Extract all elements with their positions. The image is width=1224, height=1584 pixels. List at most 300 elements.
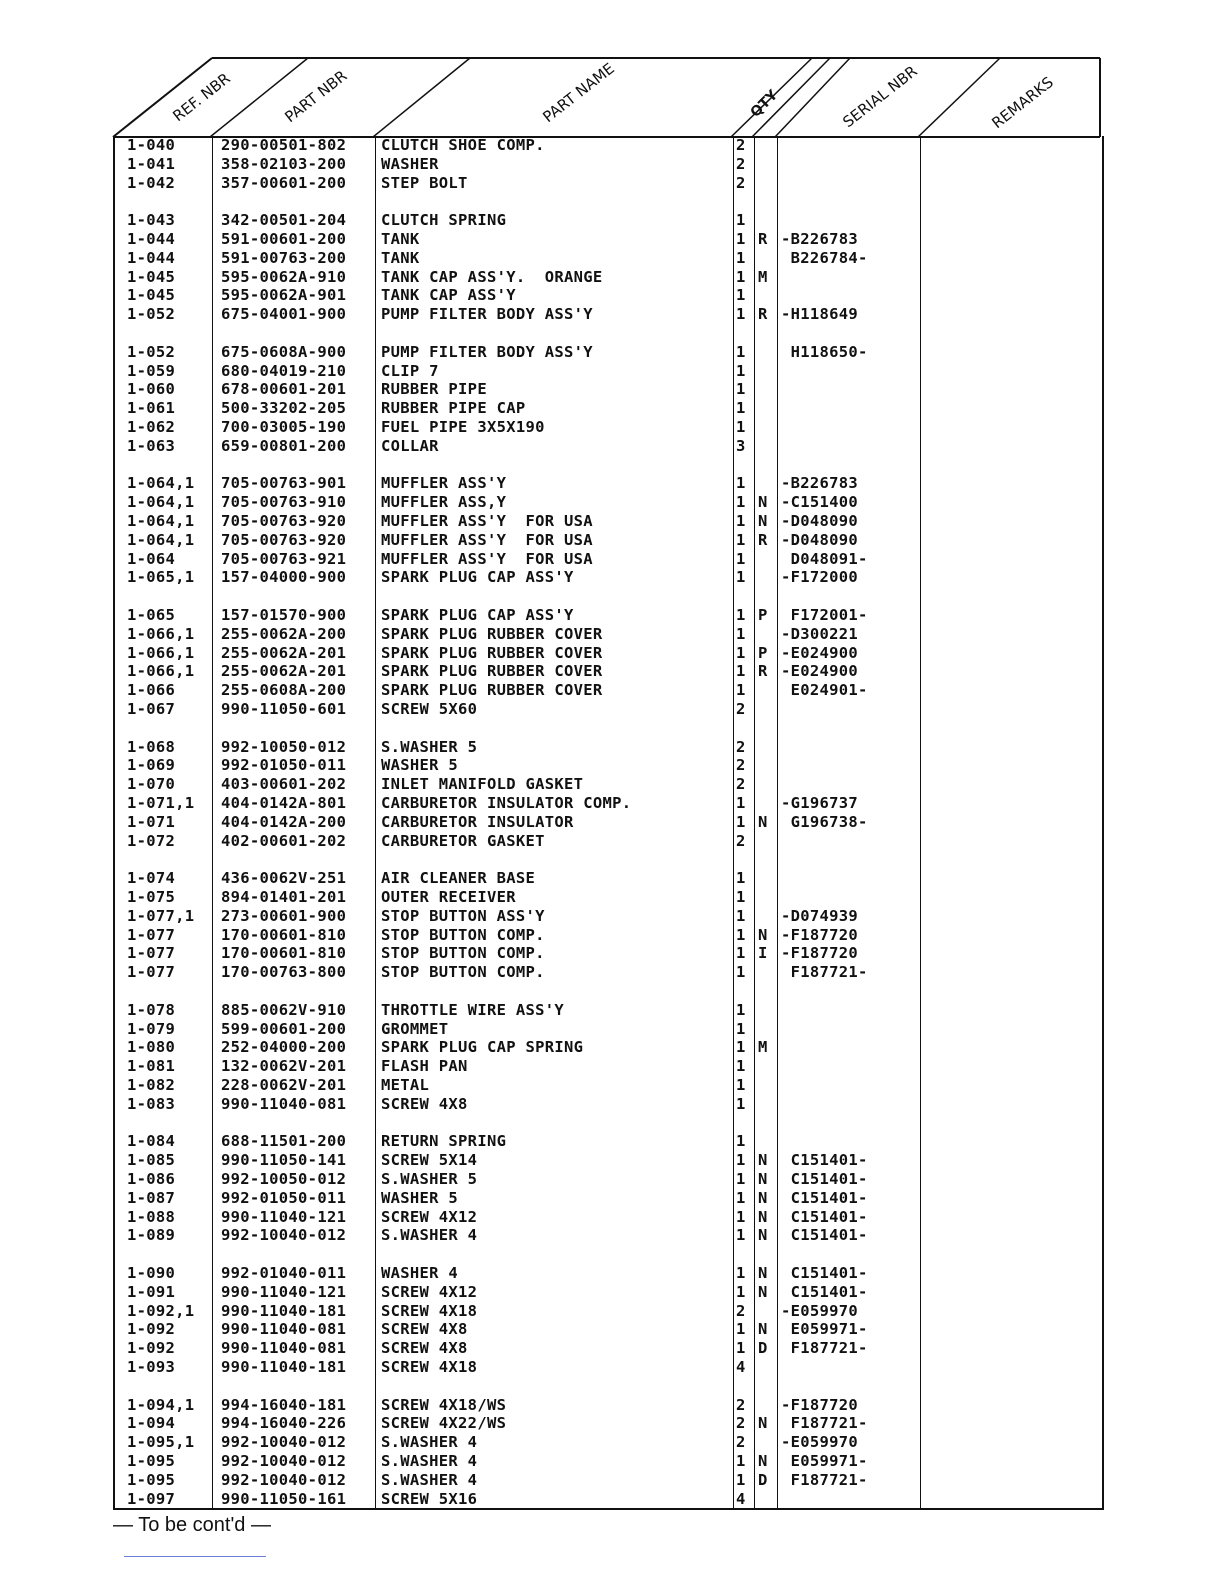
change-mark-cell: R xyxy=(758,230,768,248)
qty-cell: 1 xyxy=(736,305,746,324)
ref-nbr-cell: 1-066,1 xyxy=(127,624,195,643)
qty-cell: 1 xyxy=(736,681,746,700)
ref-nbr-cell: 1-044 xyxy=(127,248,176,267)
part-name-cell: SCREW 5X14 xyxy=(381,1151,478,1170)
part-name-cell: CLUTCH SPRING xyxy=(381,211,507,230)
part-name-cell: TANK CAP ASS'Y xyxy=(381,286,516,305)
part-name-cell: PUMP FILTER BODY ASS'Y xyxy=(381,342,593,361)
ref-nbr-cell: 1-092 xyxy=(127,1320,176,1339)
serial-nbr-cell: -D048090 xyxy=(781,530,859,549)
change-mark-cell: N xyxy=(758,1414,768,1433)
qty-cell: 2 xyxy=(736,1414,746,1433)
qty-cell: 1 xyxy=(736,1038,746,1057)
change-mark-cell: N xyxy=(758,1226,768,1245)
part-name-cell: RETURN SPRING xyxy=(381,1132,507,1151)
part-nbr-cell: 678-00601-201 xyxy=(221,380,347,399)
ref-nbr-cell: 1-094 xyxy=(127,1414,176,1433)
ref-nbr-cell: 1-095 xyxy=(127,1470,176,1489)
part-name-cell: SPARK PLUG CAP ASS'Y xyxy=(381,568,574,587)
column-divider-part xyxy=(375,136,376,1508)
qty-cell: 1 xyxy=(736,568,746,587)
part-nbr-cell: 675-0608A-900 xyxy=(221,342,347,361)
ref-nbr-cell: 1-068 xyxy=(127,737,176,756)
part-nbr-cell: 992-01040-011 xyxy=(221,1264,347,1282)
part-nbr-cell: 992-10050-012 xyxy=(221,737,347,756)
change-mark-cell: N xyxy=(758,1264,768,1282)
part-name-cell: SCREW 4X8 xyxy=(381,1339,468,1358)
ref-nbr-cell: 1-089 xyxy=(127,1226,176,1245)
ref-nbr-cell: 1-087 xyxy=(127,1188,176,1207)
change-mark-cell: I xyxy=(758,944,768,963)
qty-cell: 1 xyxy=(736,248,746,267)
part-nbr-cell: 132-0062V-201 xyxy=(221,1057,347,1076)
ref-nbr-cell: 1-097 xyxy=(127,1489,176,1508)
serial-nbr-cell: E059971- xyxy=(781,1320,868,1339)
qty-cell: 1 xyxy=(736,906,746,925)
qty-cell: 1 xyxy=(736,1282,746,1301)
part-name-cell: STOP BUTTON ASS'Y xyxy=(381,906,545,925)
part-nbr-cell: 992-01050-011 xyxy=(221,756,347,775)
ref-nbr-cell: 1-065 xyxy=(127,606,176,624)
part-name-cell: INLET MANIFOLD GASKET xyxy=(381,775,584,794)
ref-nbr-cell: 1-092,1 xyxy=(127,1301,195,1320)
serial-nbr-cell: -H118649 xyxy=(781,305,859,324)
part-nbr-cell: 255-0062A-201 xyxy=(221,662,347,681)
change-mark-cell: N xyxy=(758,1151,768,1170)
qty-cell: 1 xyxy=(736,474,746,493)
part-nbr-cell: 500-33202-205 xyxy=(221,399,347,418)
part-name-cell: THROTTLE WIRE ASS'Y xyxy=(381,1000,565,1019)
part-name-cell: SPARK PLUG RUBBER COVER xyxy=(381,643,603,662)
ref-nbr-cell: 1-041 xyxy=(127,154,176,173)
qty-cell: 1 xyxy=(736,888,746,906)
ref-nbr-cell: 1-094,1 xyxy=(127,1395,195,1414)
ref-nbr-cell: 1-080 xyxy=(127,1038,176,1057)
ref-nbr-cell: 1-045 xyxy=(127,286,176,305)
ref-nbr-cell: 1-077,1 xyxy=(127,906,195,925)
qty-cell: 1 xyxy=(736,1188,746,1207)
ref-nbr-cell: 1-060 xyxy=(127,380,176,399)
part-nbr-cell: 990-11040-181 xyxy=(221,1358,347,1376)
part-name-cell: SCREW 5X16 xyxy=(381,1489,478,1508)
part-name-cell: CARBURETOR GASKET xyxy=(381,831,545,850)
serial-nbr-cell: D048091- xyxy=(781,549,868,568)
part-nbr-cell: 990-11040-121 xyxy=(221,1207,347,1226)
part-nbr-cell: 992-10040-012 xyxy=(221,1433,347,1452)
ref-nbr-cell: 1-092 xyxy=(127,1339,176,1358)
serial-nbr-cell: H118650- xyxy=(781,342,868,361)
part-name-cell: SCREW 4X18/WS xyxy=(381,1395,507,1414)
part-nbr-cell: 255-0608A-200 xyxy=(221,681,347,700)
change-mark-cell: P xyxy=(758,643,768,662)
part-nbr-cell: 885-0062V-910 xyxy=(221,1000,347,1019)
part-nbr-cell: 252-04000-200 xyxy=(221,1038,347,1057)
column-divider-ref xyxy=(212,136,213,1508)
change-mark-cell: N xyxy=(758,512,768,530)
part-nbr-cell: 990-11050-161 xyxy=(221,1489,347,1508)
header-serial-nbr: SERIAL NBR xyxy=(839,62,921,132)
part-nbr-cell: 680-04019-210 xyxy=(221,361,347,380)
part-nbr-cell: 157-04000-900 xyxy=(221,568,347,587)
qty-cell: 1 xyxy=(736,925,746,944)
ref-nbr-cell: 1-081 xyxy=(127,1057,176,1076)
serial-nbr-cell: -E059970 xyxy=(781,1433,859,1452)
serial-nbr-cell: F187721- xyxy=(781,1339,868,1358)
part-nbr-cell: 659-00801-200 xyxy=(221,436,347,455)
change-mark-cell: M xyxy=(758,267,768,286)
part-name-cell: WASHER 4 xyxy=(381,1264,459,1282)
change-mark-cell: N xyxy=(758,493,768,512)
ref-nbr-cell: 1-064,1 xyxy=(127,512,195,530)
qty-cell: 1 xyxy=(736,286,746,305)
ref-nbr-cell: 1-064 xyxy=(127,549,176,568)
change-mark-cell: P xyxy=(758,606,768,624)
qty-cell: 1 xyxy=(736,399,746,418)
part-nbr-cell: 992-10040-012 xyxy=(221,1452,347,1470)
qty-cell: 1 xyxy=(736,512,746,530)
part-nbr-cell: 990-11050-601 xyxy=(221,700,347,718)
part-name-cell: OUTER RECEIVER xyxy=(381,888,516,906)
ref-nbr-cell: 1-061 xyxy=(127,399,176,418)
part-name-cell: SCREW 4X22/WS xyxy=(381,1414,507,1433)
part-name-cell: STOP BUTTON COMP. xyxy=(381,944,545,963)
qty-cell: 1 xyxy=(736,624,746,643)
header-ref-nbr: REF. NBR xyxy=(169,69,234,126)
qty-cell: 1 xyxy=(736,1320,746,1339)
part-nbr-cell: 675-04001-900 xyxy=(221,305,347,324)
part-nbr-cell: 591-00763-200 xyxy=(221,248,347,267)
qty-cell: 4 xyxy=(736,1358,746,1376)
part-name-cell: SCREW 4X12 xyxy=(381,1282,478,1301)
part-nbr-cell: 992-10040-012 xyxy=(221,1470,347,1489)
part-name-cell: S.WASHER 4 xyxy=(381,1470,478,1489)
qty-cell: 1 xyxy=(736,211,746,230)
ref-nbr-cell: 1-066 xyxy=(127,681,176,700)
part-nbr-cell: 894-01401-201 xyxy=(221,888,347,906)
part-name-cell: FUEL PIPE 3X5X190 xyxy=(381,418,545,436)
column-divider-serial xyxy=(920,136,921,1508)
part-nbr-cell: 705-00763-920 xyxy=(221,530,347,549)
serial-nbr-cell: C151401- xyxy=(781,1207,868,1226)
part-nbr-cell: 273-00601-900 xyxy=(221,906,347,925)
part-nbr-cell: 170-00601-810 xyxy=(221,925,347,944)
qty-cell: 2 xyxy=(736,154,746,173)
part-name-cell: SCREW 5X60 xyxy=(381,700,478,718)
part-name-cell: CARBURETOR INSULATOR COMP. xyxy=(381,794,632,812)
part-name-cell: TANK CAP ASS'Y. ORANGE xyxy=(381,267,603,286)
change-mark-cell: N xyxy=(758,1170,768,1188)
part-name-cell: SPARK PLUG RUBBER COVER xyxy=(381,662,603,681)
qty-cell: 1 xyxy=(736,606,746,624)
qty-cell: 1 xyxy=(736,794,746,812)
ref-nbr-cell: 1-085 xyxy=(127,1151,176,1170)
ref-nbr-cell: 1-077 xyxy=(127,963,176,982)
part-nbr-cell: 705-00763-901 xyxy=(221,474,347,493)
part-nbr-cell: 342-00501-204 xyxy=(221,211,347,230)
serial-nbr-cell: -E059970 xyxy=(781,1301,859,1320)
ref-nbr-cell: 1-052 xyxy=(127,342,176,361)
part-name-cell: MUFFLER ASS,Y xyxy=(381,493,507,512)
qty-cell: 2 xyxy=(736,136,746,154)
part-name-cell: GROMMET xyxy=(381,1019,449,1038)
part-name-cell: SCREW 4X18 xyxy=(381,1301,478,1320)
part-nbr-cell: 591-00601-200 xyxy=(221,230,347,248)
qty-cell: 1 xyxy=(736,963,746,982)
part-nbr-cell: 402-00601-202 xyxy=(221,831,347,850)
ref-nbr-cell: 1-078 xyxy=(127,1000,176,1019)
change-mark-cell: R xyxy=(758,662,768,681)
ref-nbr-cell: 1-052 xyxy=(127,305,176,324)
qty-cell: 2 xyxy=(736,756,746,775)
header-diagonal-frame xyxy=(0,0,1224,140)
qty-cell: 1 xyxy=(736,812,746,831)
qty-cell: 2 xyxy=(736,737,746,756)
footer-rule xyxy=(124,1556,266,1557)
part-name-cell: S.WASHER 4 xyxy=(381,1433,478,1452)
part-name-cell: SCREW 4X8 xyxy=(381,1320,468,1339)
column-divider-qty xyxy=(754,136,755,1508)
qty-cell: 1 xyxy=(736,1019,746,1038)
serial-nbr-cell: B226784- xyxy=(781,248,868,267)
part-name-cell: SPARK PLUG RUBBER COVER xyxy=(381,681,603,700)
serial-nbr-cell: C151401- xyxy=(781,1264,868,1282)
part-nbr-cell: 595-0062A-910 xyxy=(221,267,347,286)
ref-nbr-cell: 1-091 xyxy=(127,1282,176,1301)
part-nbr-cell: 990-11040-081 xyxy=(221,1339,347,1358)
part-name-cell: TANK xyxy=(381,248,420,267)
part-name-cell: STOP BUTTON COMP. xyxy=(381,925,545,944)
serial-nbr-cell: C151401- xyxy=(781,1282,868,1301)
ref-nbr-cell: 1-079 xyxy=(127,1019,176,1038)
serial-nbr-cell: -F187720 xyxy=(781,1395,859,1414)
part-name-cell: S.WASHER 5 xyxy=(381,1170,478,1188)
serial-nbr-cell: F187721- xyxy=(781,1414,868,1433)
qty-cell: 1 xyxy=(736,662,746,681)
ref-nbr-cell: 1-069 xyxy=(127,756,176,775)
qty-cell: 1 xyxy=(736,869,746,888)
serial-nbr-cell: C151401- xyxy=(781,1170,868,1188)
ref-nbr-cell: 1-066,1 xyxy=(127,643,195,662)
change-mark-cell: D xyxy=(758,1470,768,1489)
qty-cell: 2 xyxy=(736,831,746,850)
column-divider-mark xyxy=(777,136,778,1508)
header-remarks: REMARKS xyxy=(988,73,1057,133)
ref-nbr-cell: 1-095 xyxy=(127,1452,176,1470)
ref-nbr-cell: 1-093 xyxy=(127,1358,176,1376)
part-name-cell: RUBBER PIPE CAP xyxy=(381,399,526,418)
part-nbr-cell: 357-00601-200 xyxy=(221,173,347,192)
change-mark-cell: N xyxy=(758,1188,768,1207)
part-nbr-cell: 436-0062V-251 xyxy=(221,869,347,888)
part-name-cell: SCREW 4X18 xyxy=(381,1358,478,1376)
part-name-cell: SPARK PLUG CAP SPRING xyxy=(381,1038,584,1057)
part-name-cell: WASHER 5 xyxy=(381,1188,459,1207)
ref-nbr-cell: 1-082 xyxy=(127,1076,176,1094)
qty-cell: 1 xyxy=(736,1094,746,1113)
serial-nbr-cell: -C151400 xyxy=(781,493,859,512)
qty-cell: 2 xyxy=(736,173,746,192)
ref-nbr-cell: 1-043 xyxy=(127,211,176,230)
qty-cell: 1 xyxy=(736,1076,746,1094)
part-name-cell: MUFFLER ASS'Y FOR USA xyxy=(381,512,593,530)
qty-cell: 2 xyxy=(736,775,746,794)
ref-nbr-cell: 1-084 xyxy=(127,1132,176,1151)
part-nbr-cell: 290-00501-802 xyxy=(221,136,347,154)
part-nbr-cell: 157-01570-900 xyxy=(221,606,347,624)
qty-cell: 1 xyxy=(736,342,746,361)
part-name-cell: TANK xyxy=(381,230,420,248)
serial-nbr-cell: -E024900 xyxy=(781,662,859,681)
part-nbr-cell: 255-0062A-201 xyxy=(221,643,347,662)
change-mark-cell: R xyxy=(758,530,768,549)
part-nbr-cell: 990-11040-081 xyxy=(221,1094,347,1113)
qty-cell: 1 xyxy=(736,230,746,248)
serial-nbr-cell: -F172000 xyxy=(781,568,859,587)
part-nbr-cell: 992-10040-012 xyxy=(221,1226,347,1245)
serial-nbr-cell: F172001- xyxy=(781,606,868,624)
qty-cell: 1 xyxy=(736,380,746,399)
ref-nbr-cell: 1-045 xyxy=(127,267,176,286)
part-name-cell: WASHER xyxy=(381,154,439,173)
serial-nbr-cell: C151401- xyxy=(781,1226,868,1245)
qty-cell: 1 xyxy=(736,643,746,662)
ref-nbr-cell: 1-070 xyxy=(127,775,176,794)
ref-nbr-cell: 1-066,1 xyxy=(127,662,195,681)
ref-nbr-cell: 1-090 xyxy=(127,1264,176,1282)
part-name-cell: S.WASHER 4 xyxy=(381,1452,478,1470)
part-nbr-cell: 705-00763-920 xyxy=(221,512,347,530)
serial-nbr-cell: E024901- xyxy=(781,681,868,700)
part-nbr-cell: 992-01050-011 xyxy=(221,1188,347,1207)
serial-nbr-cell: F187721- xyxy=(781,1470,868,1489)
ref-nbr-cell: 1-071 xyxy=(127,812,176,831)
part-name-cell: SCREW 4X8 xyxy=(381,1094,468,1113)
serial-nbr-cell: -D074939 xyxy=(781,906,859,925)
qty-cell: 1 xyxy=(736,1264,746,1282)
serial-nbr-cell: F187721- xyxy=(781,963,868,982)
part-name-cell: SPARK PLUG CAP ASS'Y xyxy=(381,606,574,624)
part-name-cell: SPARK PLUG RUBBER COVER xyxy=(381,624,603,643)
ref-nbr-cell: 1-063 xyxy=(127,436,176,455)
part-name-cell: WASHER 5 xyxy=(381,756,459,775)
serial-nbr-cell: -D048090 xyxy=(781,512,859,530)
ref-nbr-cell: 1-095,1 xyxy=(127,1433,195,1452)
serial-nbr-cell: -B226783 xyxy=(781,230,859,248)
part-nbr-cell: 990-11040-121 xyxy=(221,1282,347,1301)
part-name-cell: AIR CLEANER BASE xyxy=(381,869,536,888)
part-nbr-cell: 990-11040-181 xyxy=(221,1301,347,1320)
part-nbr-cell: 990-11040-081 xyxy=(221,1320,347,1339)
part-nbr-cell: 403-00601-202 xyxy=(221,775,347,794)
ref-nbr-cell: 1-067 xyxy=(127,700,176,718)
qty-cell: 1 xyxy=(736,549,746,568)
part-name-cell: SCREW 4X12 xyxy=(381,1207,478,1226)
header-part-name: PART NAME xyxy=(539,59,618,127)
qty-cell: 1 xyxy=(736,944,746,963)
ref-nbr-cell: 1-059 xyxy=(127,361,176,380)
part-name-cell: MUFFLER ASS'Y xyxy=(381,474,507,493)
change-mark-cell: N xyxy=(758,1207,768,1226)
part-nbr-cell: 404-0142A-801 xyxy=(221,794,347,812)
part-nbr-cell: 994-16040-226 xyxy=(221,1414,347,1433)
part-nbr-cell: 170-00763-800 xyxy=(221,963,347,982)
ref-nbr-cell: 1-075 xyxy=(127,888,176,906)
qty-cell: 3 xyxy=(736,436,746,455)
qty-cell: 1 xyxy=(736,530,746,549)
ref-nbr-cell: 1-040 xyxy=(127,136,176,154)
change-mark-cell: N xyxy=(758,812,768,831)
qty-cell: 1 xyxy=(736,418,746,436)
table-header xyxy=(0,0,1224,140)
ref-nbr-cell: 1-088 xyxy=(127,1207,176,1226)
part-name-cell: COLLAR xyxy=(381,436,439,455)
part-nbr-cell: 358-02103-200 xyxy=(221,154,347,173)
qty-cell: 1 xyxy=(736,361,746,380)
part-nbr-cell: 705-00763-910 xyxy=(221,493,347,512)
serial-nbr-cell: -G196737 xyxy=(781,794,859,812)
qty-cell: 2 xyxy=(736,1433,746,1452)
change-mark-cell: R xyxy=(758,305,768,324)
part-nbr-cell: 992-10050-012 xyxy=(221,1170,347,1188)
ref-nbr-cell: 1-042 xyxy=(127,173,176,192)
header-part-nbr: PART NBR xyxy=(281,66,351,127)
qty-cell: 1 xyxy=(736,1170,746,1188)
change-mark-cell: N xyxy=(758,1452,768,1470)
qty-cell: 1 xyxy=(736,1470,746,1489)
header-qty: QTY xyxy=(747,87,782,121)
ref-nbr-cell: 1-083 xyxy=(127,1094,176,1113)
part-nbr-cell: 255-0062A-200 xyxy=(221,624,347,643)
serial-nbr-cell: -B226783 xyxy=(781,474,859,493)
part-nbr-cell: 705-00763-921 xyxy=(221,549,347,568)
serial-nbr-cell: -F187720 xyxy=(781,925,859,944)
qty-cell: 2 xyxy=(736,1395,746,1414)
part-nbr-cell: 994-16040-181 xyxy=(221,1395,347,1414)
ref-nbr-cell: 1-064,1 xyxy=(127,530,195,549)
part-nbr-cell: 688-11501-200 xyxy=(221,1132,347,1151)
continued-note: — To be cont'd — xyxy=(113,1514,271,1536)
qty-cell: 1 xyxy=(736,1207,746,1226)
part-name-cell: METAL xyxy=(381,1076,430,1094)
qty-cell: 2 xyxy=(736,700,746,718)
part-name-cell: STOP BUTTON COMP. xyxy=(381,963,545,982)
ref-nbr-cell: 1-064,1 xyxy=(127,493,195,512)
serial-nbr-cell: C151401- xyxy=(781,1151,868,1170)
ref-nbr-cell: 1-071,1 xyxy=(127,794,195,812)
qty-cell: 1 xyxy=(736,1226,746,1245)
ref-nbr-cell: 1-062 xyxy=(127,418,176,436)
parts-table xyxy=(113,136,1104,1510)
part-nbr-cell: 700-03005-190 xyxy=(221,418,347,436)
part-name-cell: S.WASHER 5 xyxy=(381,737,478,756)
ref-nbr-cell: 1-072 xyxy=(127,831,176,850)
serial-nbr-cell: -F187720 xyxy=(781,944,859,963)
serial-nbr-cell: G196738- xyxy=(781,812,868,831)
part-name-cell: STEP BOLT xyxy=(381,173,468,192)
part-nbr-cell: 599-00601-200 xyxy=(221,1019,347,1038)
part-nbr-cell: 595-0062A-901 xyxy=(221,286,347,305)
qty-cell: 1 xyxy=(736,493,746,512)
part-name-cell: RUBBER PIPE xyxy=(381,380,487,399)
part-nbr-cell: 404-0142A-200 xyxy=(221,812,347,831)
qty-cell: 4 xyxy=(736,1489,746,1508)
qty-cell: 1 xyxy=(736,1057,746,1076)
part-nbr-cell: 228-0062V-201 xyxy=(221,1076,347,1094)
ref-nbr-cell: 1-044 xyxy=(127,230,176,248)
ref-nbr-cell: 1-065,1 xyxy=(127,568,195,587)
ref-nbr-cell: 1-064,1 xyxy=(127,474,195,493)
part-nbr-cell: 990-11050-141 xyxy=(221,1151,347,1170)
